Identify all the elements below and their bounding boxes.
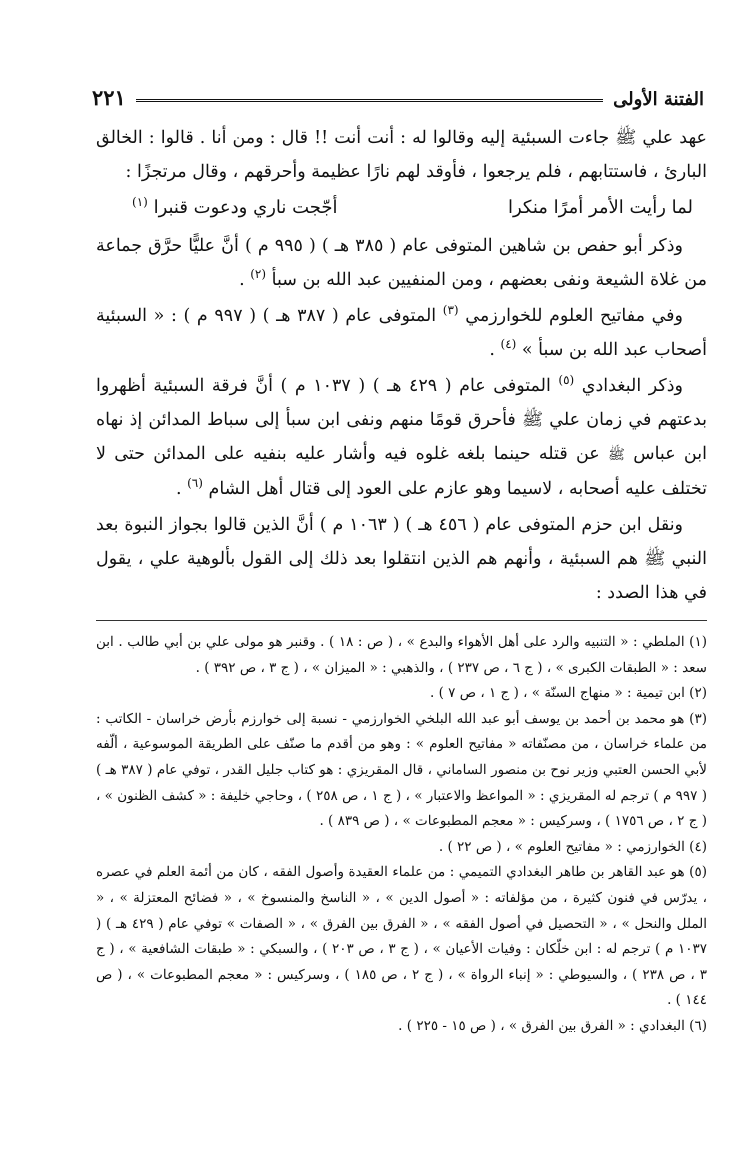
footnote-2: (٢) ابن تيمية : « منهاج السنّة » ، ( ج ١ ، ص ٧ ) . [430,685,707,702]
verse-line [96,191,707,225]
verse-hemistich-first: لما رأيت الأمر أمرًا منكرا [507,197,693,218]
footnote-4: (٤) الخوارزمي : « مفاتيح العلوم » ، ( ص ٢٢ ) . [438,838,707,855]
header-rule [136,99,603,102]
footnote-ref-3: (٣) [442,303,459,318]
paragraph-3: وفي مفاتيح العلوم للخوارزمي $^{(٣)}$ المتوفى عام ( ٣٨٧ هـ ) ( ٩٩٧ م ) : « السبئية أصحاب عبد الله بن سبأ » $^{(٤)}$ . [96,303,707,360]
honorific-glyph: ﷺ [608,447,625,463]
verse-hemistich-second: أجّجت ناري ودعوت قنبرا $^{(١)}$ [132,195,338,218]
footnote-ref-6: (٦) [187,476,203,491]
footnote-1: (١) الملطي : « التنبيه والرد على أهل الأهواء والبدع » ، ( ص : ١٨ ) . وقنبر هو مولى علي بن أبي طالب . ابن سعد : « الطبقات الكبرى » ، ( ج ٦ ، ص ٢٣٧ ) ، والذهبي : « الميزان » ، ( ج ٣ ، ص ٣٩٢ ) . [96,634,707,676]
running-title: الفتنة الأولى [613,89,704,110]
paragraph-1: عهد علي ﷺ جاءت السبئية إليه وقالوا له : أنت أنت !! قال : ومن أنا . قالوا : الخالق البارئ ، فاستتابهم ، فلم يرجعوا ، فأوقد لهم نارًا عظيمة وأحرقهم ، وقال مرتجزًا : [96,128,707,182]
footnote-ref-5: (٥) [558,373,575,388]
main-text [96,121,707,612]
footnote-ref-2: (٢) [250,267,267,282]
paragraph-5: ونقل ابن حزم المتوفى عام ( ٤٥٦ هـ ) ( ١٠٦٣ م ) أنَّ الذين قالوا بجواز النبوة بعد النبي ﷺ هم السبئية ، وأنهم هم الذين انتقلوا بعد ذلك إلى القول بألوهية علي ، يقول في هذا الصدد : [96,515,707,603]
paragraph-2: وذكر أبو حفص بن شاهين المتوفى عام ( ٣٨٥ هـ ) ( ٩٩٥ م ) أنَّ عليًّا حرَّق جماعة من غلاة الشيعة ونفى بعضهم ، ومن المنفيين عبد الله بن سبأ $^{(٢)}$ . [96,236,707,290]
footnote-3: (٣) هو محمد بن أحمد بن يوسف أبو عبد الله البلخي الخوارزمي - نسبة إلى خوارزم بأرض خراسان - الكاتب : من علماء خراسان ، من مصنّفاته « مفاتيح العلوم » : وهو من أقدم ما صنّف على الطريقة الموسوعية ، ألّفه لأبي الحسن العتبي وزير نوح بن منصور الساماني ، قال المقريزي : هو كتاب جليل القدر ، توفي عام ( ٣٨٧ هـ ) ( ٩٩٧ م ) ترجم له المقريزي : « المواعظ والاعتبار » ، ( ج ١ ، ص ٢٥٨ ) ، وحاجي خليفة : « كشف الظنون » ، ( ج ٢ ، ص ١٧٥٦ ) ، وسركيس : « معجم المطبوعات » ، ( ص ٨٣٩ ) . [96,710,707,830]
footnote-ref-4: (٤) [500,337,517,352]
page-number: ٢٢١ [92,85,126,110]
footnote-5: (٥) هو عبد القاهر بن طاهر البغدادي التميمي : من علماء العقيدة وأصول الفقه ، كان من أئمة العلم في عصره ، يدرّس في فنون كثيرة ، من مؤلفاته : « أصول الدين » ، « الناسخ والمنسوخ » ، « فضائح المعتزلة » ، « الملل والنحل » ، « التحصيل في أصول الفقه » ، « الفرق بين الفرق » ، « الصفات » توفي عام ( ٤٢٩ هـ ) ( ١٠٣٧ م ) ترجم له : ابن خلّكان : وفيات الأعيان » ، ( ج ٣ ، ص ٢٠٣ ) ، والسبكي : « طبقات الشافعية » ، ( ج ٣ ، ص ٢٣٨ ) ، والسيوطي : « إنباء الرواة » ، ( ج ٢ ، ص ١٨٥ ) ، وسركيس : « معجم المطبوعات » ، ( ص ١٤٤ ) . [96,864,707,1009]
footnote-6: (٦) البغدادي : « الفرق بين الفرق » ، ( ص ١٥ - ٢٢٥ ) . [398,1017,707,1034]
page-header [92,76,704,110]
paragraph-4: وذكر البغدادي $^{(٥)}$ المتوفى عام ( ٤٢٩ هـ ) ( ١٠٣٧ م ) أنَّ فرقة السبئية أظهروا بدعتهم في زمان علي ﷺ فأحرق قومًا منهم ونفى ابن سبأ إلى سباط المدائن إذ نهاه ابن عباس ﷺ عن قتله حينما بلغه غلوه فيه وأشار عليه بنفيه على المدائن حتى لا تختلف عليه أصحابه ، لاسيما وهو عازم على العود إلى قتال أهل الشام $^{(٦)}$ . [96,373,707,499]
footnote-ref-1: (١) [132,195,148,209]
footnotes [96,630,707,1040]
footnote-separator [96,620,707,621]
